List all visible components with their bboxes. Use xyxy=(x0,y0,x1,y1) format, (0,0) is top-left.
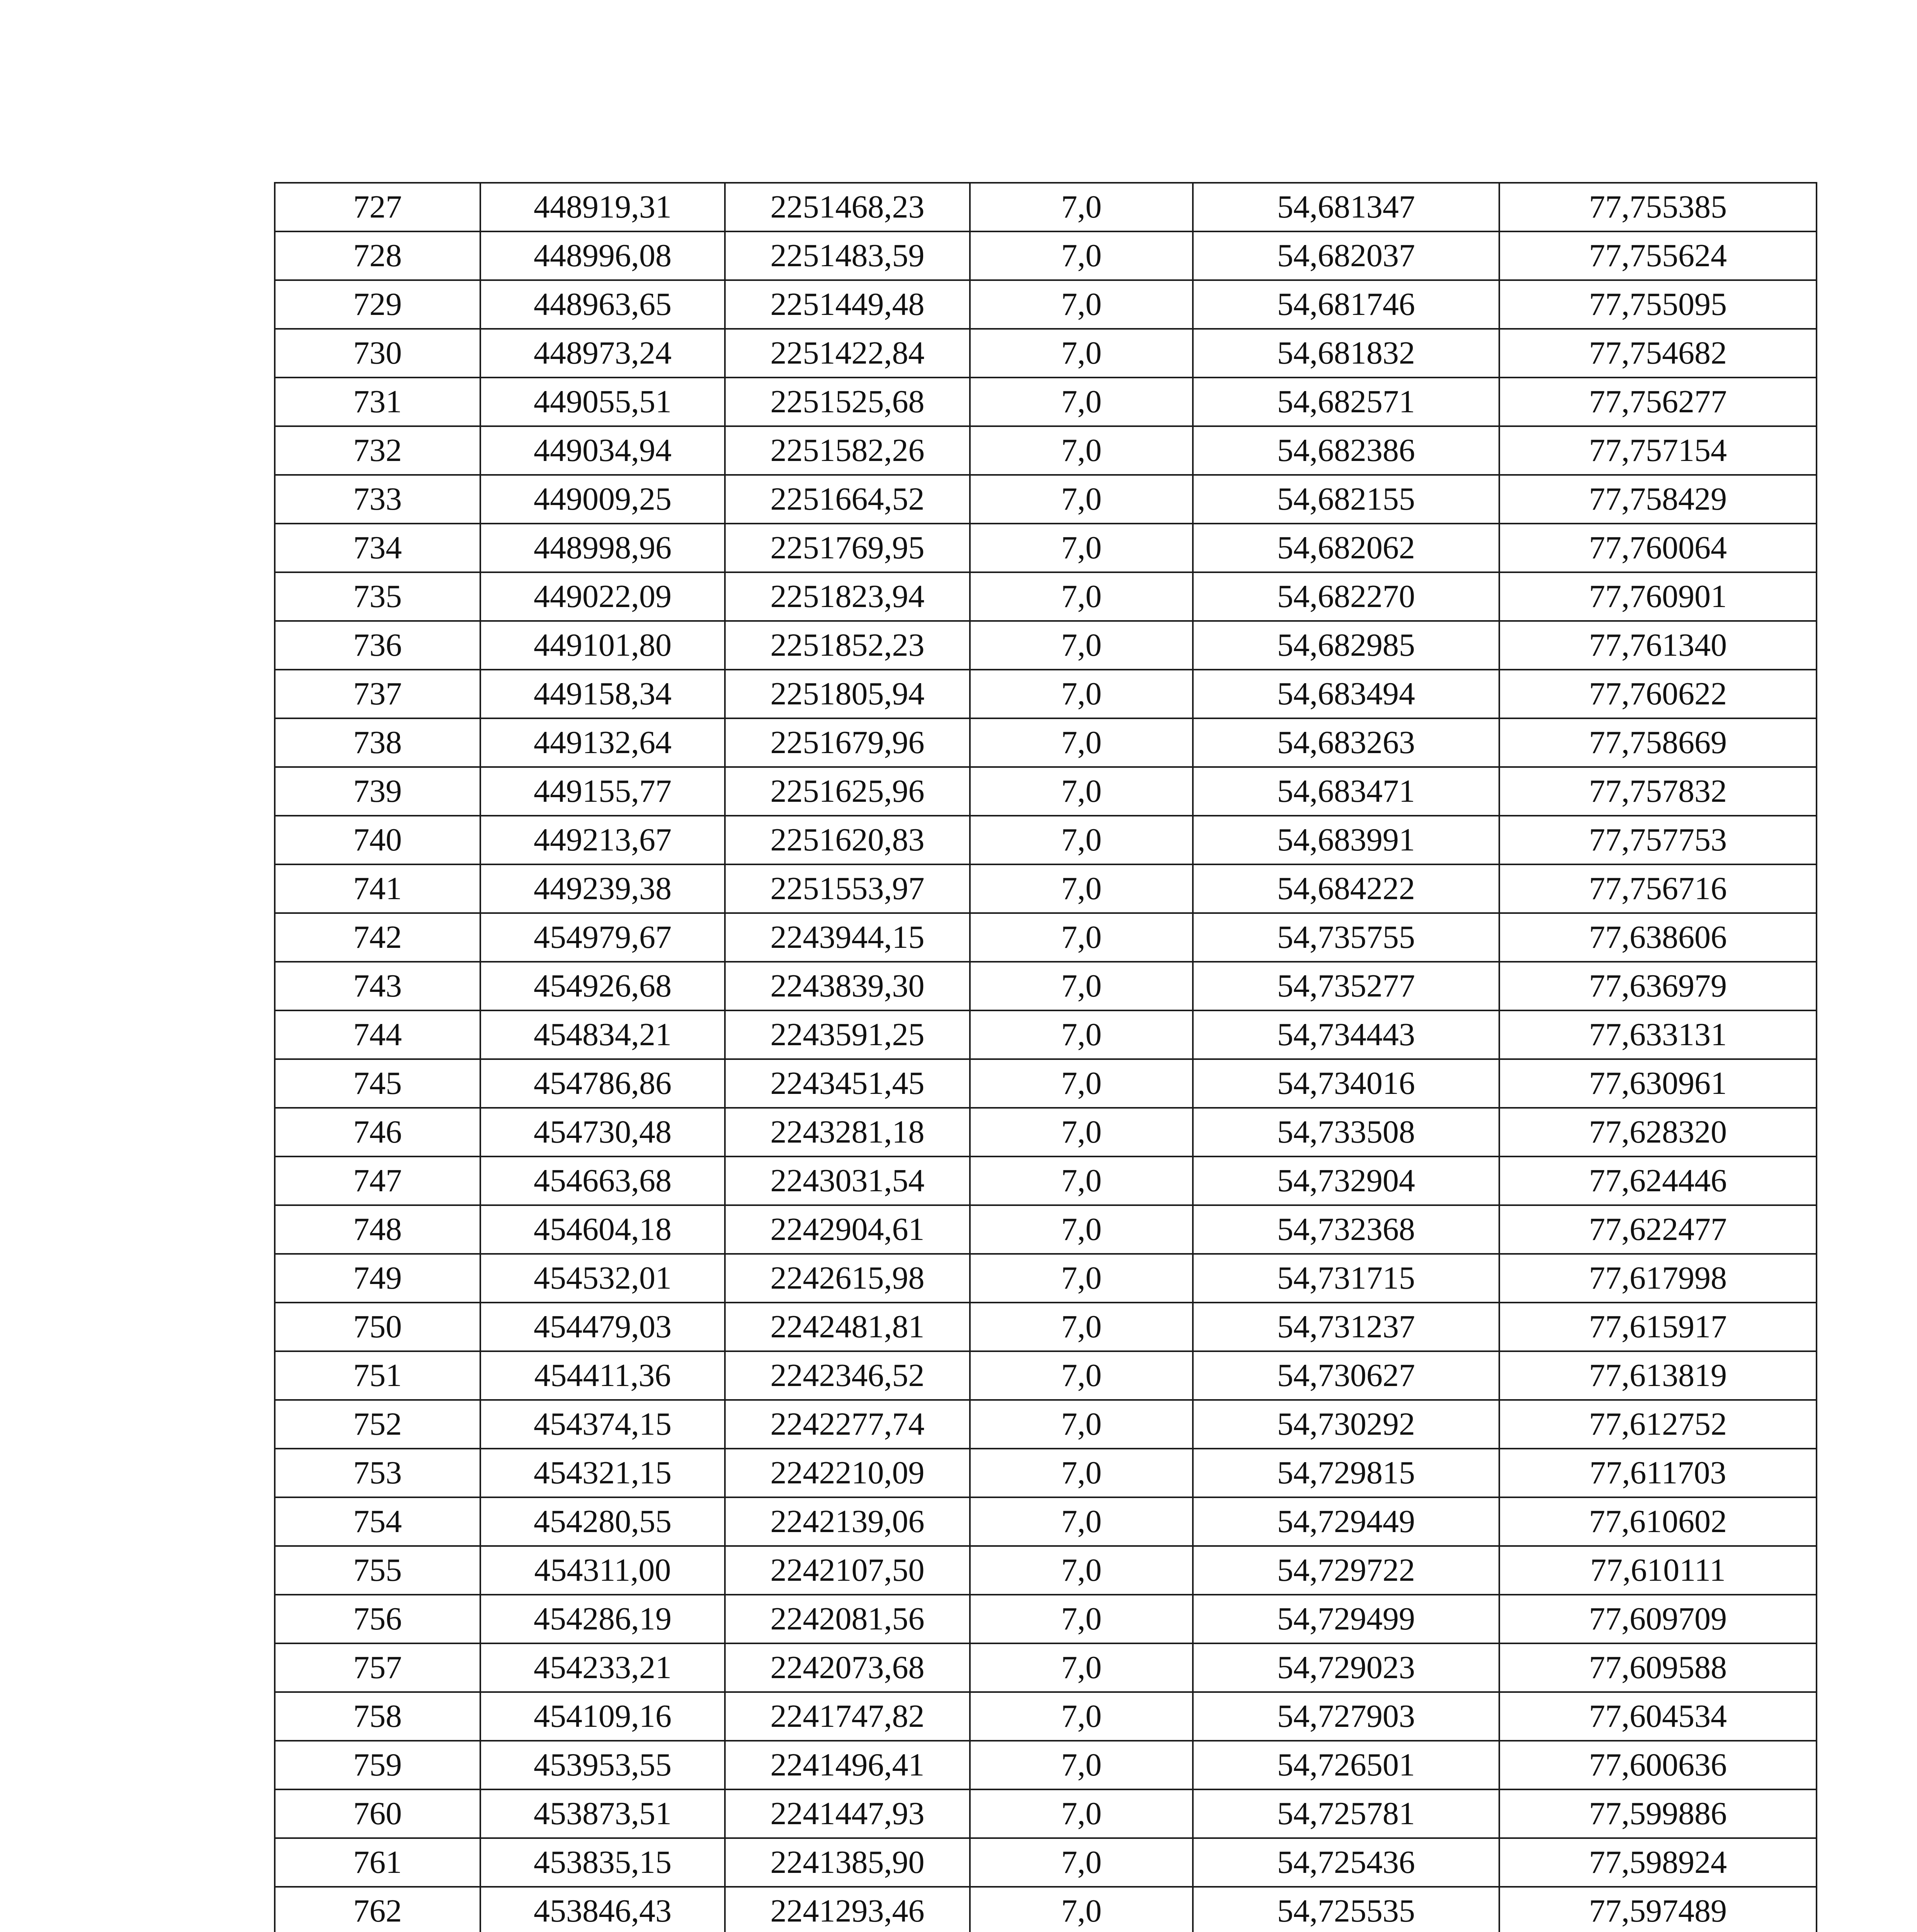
x-coordinate-cell: 454532,01 xyxy=(480,1254,725,1303)
latitude-cell: 54,725436 xyxy=(1193,1838,1499,1887)
point-number-cell: 733 xyxy=(275,475,480,524)
latitude-cell: 54,727903 xyxy=(1193,1692,1499,1741)
table-row xyxy=(275,1497,1817,1546)
point-number-cell: 728 xyxy=(275,231,480,280)
x-coordinate-cell: 448963,65 xyxy=(480,280,725,329)
y-coordinate-cell: 2242346,52 xyxy=(725,1351,970,1400)
longitude-cell: 77,758669 xyxy=(1499,718,1817,767)
point-number-cell: 761 xyxy=(275,1838,480,1887)
point-number-cell: 740 xyxy=(275,816,480,864)
y-coordinate-cell: 2241293,46 xyxy=(725,1887,970,1932)
table-row xyxy=(275,1789,1817,1838)
y-coordinate-cell: 2251679,96 xyxy=(725,718,970,767)
latitude-cell: 54,682062 xyxy=(1193,524,1499,572)
table-row xyxy=(275,524,1817,572)
error-cell: 7,0 xyxy=(970,1789,1193,1838)
longitude-cell: 77,755624 xyxy=(1499,231,1817,280)
point-number-cell: 734 xyxy=(275,524,480,572)
y-coordinate-cell: 2241496,41 xyxy=(725,1741,970,1789)
longitude-cell: 77,599886 xyxy=(1499,1789,1817,1838)
latitude-cell: 54,682155 xyxy=(1193,475,1499,524)
x-coordinate-cell: 454663,68 xyxy=(480,1156,725,1205)
x-coordinate-cell: 454604,18 xyxy=(480,1205,725,1254)
y-coordinate-cell: 2251852,23 xyxy=(725,621,970,670)
latitude-cell: 54,683494 xyxy=(1193,670,1499,718)
error-cell: 7,0 xyxy=(970,1595,1193,1643)
table-row xyxy=(275,1400,1817,1449)
y-coordinate-cell: 2243591,25 xyxy=(725,1010,970,1059)
longitude-cell: 77,755095 xyxy=(1499,280,1817,329)
latitude-cell: 54,682386 xyxy=(1193,426,1499,475)
latitude-cell: 54,730292 xyxy=(1193,1400,1499,1449)
error-cell: 7,0 xyxy=(970,1887,1193,1932)
x-coordinate-cell: 454926,68 xyxy=(480,962,725,1010)
table-row xyxy=(275,475,1817,524)
x-coordinate-cell: 454786,86 xyxy=(480,1059,725,1108)
longitude-cell: 77,597489 xyxy=(1499,1887,1817,1932)
y-coordinate-cell: 2251823,94 xyxy=(725,572,970,621)
table-row xyxy=(275,1059,1817,1108)
y-coordinate-cell: 2251805,94 xyxy=(725,670,970,718)
longitude-cell: 77,760622 xyxy=(1499,670,1817,718)
error-cell: 7,0 xyxy=(970,524,1193,572)
x-coordinate-cell: 448996,08 xyxy=(480,231,725,280)
x-coordinate-cell: 449158,34 xyxy=(480,670,725,718)
longitude-cell: 77,757753 xyxy=(1499,816,1817,864)
error-cell: 7,0 xyxy=(970,572,1193,621)
y-coordinate-cell: 2241385,90 xyxy=(725,1838,970,1887)
error-cell: 7,0 xyxy=(970,621,1193,670)
latitude-cell: 54,725781 xyxy=(1193,1789,1499,1838)
table-row xyxy=(275,231,1817,280)
y-coordinate-cell: 2242481,81 xyxy=(725,1303,970,1351)
x-coordinate-cell: 453953,55 xyxy=(480,1741,725,1789)
y-coordinate-cell: 2242107,50 xyxy=(725,1546,970,1595)
table-row xyxy=(275,1351,1817,1400)
x-coordinate-cell: 454321,15 xyxy=(480,1449,725,1497)
table-row xyxy=(275,621,1817,670)
x-coordinate-cell: 448919,31 xyxy=(480,183,725,231)
longitude-cell: 77,622477 xyxy=(1499,1205,1817,1254)
y-coordinate-cell: 2242073,68 xyxy=(725,1643,970,1692)
table-row xyxy=(275,183,1817,231)
x-coordinate-cell: 454411,36 xyxy=(480,1351,725,1400)
point-number-cell: 751 xyxy=(275,1351,480,1400)
point-number-cell: 736 xyxy=(275,621,480,670)
x-coordinate-cell: 454374,15 xyxy=(480,1400,725,1449)
longitude-cell: 77,613819 xyxy=(1499,1351,1817,1400)
error-cell: 7,0 xyxy=(970,1497,1193,1546)
x-coordinate-cell: 449055,51 xyxy=(480,378,725,426)
latitude-cell: 54,683263 xyxy=(1193,718,1499,767)
latitude-cell: 54,732368 xyxy=(1193,1205,1499,1254)
point-number-cell: 748 xyxy=(275,1205,480,1254)
y-coordinate-cell: 2251422,84 xyxy=(725,329,970,378)
table-row xyxy=(275,426,1817,475)
longitude-cell: 77,760901 xyxy=(1499,572,1817,621)
longitude-cell: 77,612752 xyxy=(1499,1400,1817,1449)
y-coordinate-cell: 2251625,96 xyxy=(725,767,970,816)
y-coordinate-cell: 2251525,68 xyxy=(725,378,970,426)
coordinates-table xyxy=(274,182,1817,1932)
latitude-cell: 54,682037 xyxy=(1193,231,1499,280)
longitude-cell: 77,760064 xyxy=(1499,524,1817,572)
x-coordinate-cell: 449155,77 xyxy=(480,767,725,816)
longitude-cell: 77,617998 xyxy=(1499,1254,1817,1303)
y-coordinate-cell: 2251769,95 xyxy=(725,524,970,572)
point-number-cell: 742 xyxy=(275,913,480,962)
x-coordinate-cell: 454286,19 xyxy=(480,1595,725,1643)
x-coordinate-cell: 454979,67 xyxy=(480,913,725,962)
table-row xyxy=(275,913,1817,962)
point-number-cell: 756 xyxy=(275,1595,480,1643)
point-number-cell: 739 xyxy=(275,767,480,816)
point-number-cell: 729 xyxy=(275,280,480,329)
point-number-cell: 752 xyxy=(275,1400,480,1449)
latitude-cell: 54,729815 xyxy=(1193,1449,1499,1497)
longitude-cell: 77,610602 xyxy=(1499,1497,1817,1546)
longitude-cell: 77,757154 xyxy=(1499,426,1817,475)
error-cell: 7,0 xyxy=(970,1692,1193,1741)
point-number-cell: 759 xyxy=(275,1741,480,1789)
latitude-cell: 54,729499 xyxy=(1193,1595,1499,1643)
x-coordinate-cell: 449101,80 xyxy=(480,621,725,670)
point-number-cell: 741 xyxy=(275,864,480,913)
point-number-cell: 745 xyxy=(275,1059,480,1108)
error-cell: 7,0 xyxy=(970,1449,1193,1497)
longitude-cell: 77,636979 xyxy=(1499,962,1817,1010)
longitude-cell: 77,761340 xyxy=(1499,621,1817,670)
latitude-cell: 54,735755 xyxy=(1193,913,1499,962)
x-coordinate-cell: 454280,55 xyxy=(480,1497,725,1546)
latitude-cell: 54,734443 xyxy=(1193,1010,1499,1059)
x-coordinate-cell: 454730,48 xyxy=(480,1108,725,1156)
longitude-cell: 77,624446 xyxy=(1499,1156,1817,1205)
longitude-cell: 77,630961 xyxy=(1499,1059,1817,1108)
table-row xyxy=(275,767,1817,816)
x-coordinate-cell: 454479,03 xyxy=(480,1303,725,1351)
point-number-cell: 747 xyxy=(275,1156,480,1205)
error-cell: 7,0 xyxy=(970,816,1193,864)
table-row xyxy=(275,864,1817,913)
x-coordinate-cell: 448998,96 xyxy=(480,524,725,572)
x-coordinate-cell: 454834,21 xyxy=(480,1010,725,1059)
table-row xyxy=(275,1887,1817,1932)
error-cell: 7,0 xyxy=(970,767,1193,816)
x-coordinate-cell: 453873,51 xyxy=(480,1789,725,1838)
point-number-cell: 732 xyxy=(275,426,480,475)
error-cell: 7,0 xyxy=(970,718,1193,767)
error-cell: 7,0 xyxy=(970,475,1193,524)
y-coordinate-cell: 2242904,61 xyxy=(725,1205,970,1254)
x-coordinate-cell: 453835,15 xyxy=(480,1838,725,1887)
error-cell: 7,0 xyxy=(970,1205,1193,1254)
error-cell: 7,0 xyxy=(970,1059,1193,1108)
longitude-cell: 77,615917 xyxy=(1499,1303,1817,1351)
x-coordinate-cell: 448973,24 xyxy=(480,329,725,378)
y-coordinate-cell: 2251553,97 xyxy=(725,864,970,913)
latitude-cell: 54,729722 xyxy=(1193,1546,1499,1595)
longitude-cell: 77,756716 xyxy=(1499,864,1817,913)
table-row xyxy=(275,280,1817,329)
longitude-cell: 77,757832 xyxy=(1499,767,1817,816)
error-cell: 7,0 xyxy=(970,183,1193,231)
error-cell: 7,0 xyxy=(970,1010,1193,1059)
y-coordinate-cell: 2243944,15 xyxy=(725,913,970,962)
latitude-cell: 54,681832 xyxy=(1193,329,1499,378)
x-coordinate-cell: 454109,16 xyxy=(480,1692,725,1741)
latitude-cell: 54,684222 xyxy=(1193,864,1499,913)
x-coordinate-cell: 449034,94 xyxy=(480,426,725,475)
table-row xyxy=(275,1595,1817,1643)
table-row xyxy=(275,1643,1817,1692)
latitude-cell: 54,681347 xyxy=(1193,183,1499,231)
longitude-cell: 77,756277 xyxy=(1499,378,1817,426)
x-coordinate-cell: 449213,67 xyxy=(480,816,725,864)
y-coordinate-cell: 2243839,30 xyxy=(725,962,970,1010)
longitude-cell: 77,754682 xyxy=(1499,329,1817,378)
y-coordinate-cell: 2242139,06 xyxy=(725,1497,970,1546)
y-coordinate-cell: 2243451,45 xyxy=(725,1059,970,1108)
latitude-cell: 54,682571 xyxy=(1193,378,1499,426)
error-cell: 7,0 xyxy=(970,280,1193,329)
error-cell: 7,0 xyxy=(970,670,1193,718)
x-coordinate-cell: 449132,64 xyxy=(480,718,725,767)
table-row xyxy=(275,1303,1817,1351)
table-row xyxy=(275,1205,1817,1254)
latitude-cell: 54,732904 xyxy=(1193,1156,1499,1205)
point-number-cell: 738 xyxy=(275,718,480,767)
point-number-cell: 757 xyxy=(275,1643,480,1692)
y-coordinate-cell: 2251664,52 xyxy=(725,475,970,524)
table-row xyxy=(275,1010,1817,1059)
point-number-cell: 753 xyxy=(275,1449,480,1497)
error-cell: 7,0 xyxy=(970,231,1193,280)
error-cell: 7,0 xyxy=(970,1741,1193,1789)
longitude-cell: 77,611703 xyxy=(1499,1449,1817,1497)
table-row xyxy=(275,1254,1817,1303)
error-cell: 7,0 xyxy=(970,1643,1193,1692)
table-row xyxy=(275,816,1817,864)
table-row xyxy=(275,670,1817,718)
point-number-cell: 758 xyxy=(275,1692,480,1741)
error-cell: 7,0 xyxy=(970,913,1193,962)
y-coordinate-cell: 2251449,48 xyxy=(725,280,970,329)
table-row xyxy=(275,1741,1817,1789)
latitude-cell: 54,725535 xyxy=(1193,1887,1499,1932)
point-number-cell: 746 xyxy=(275,1108,480,1156)
latitude-cell: 54,734016 xyxy=(1193,1059,1499,1108)
latitude-cell: 54,729449 xyxy=(1193,1497,1499,1546)
error-cell: 7,0 xyxy=(970,1108,1193,1156)
x-coordinate-cell: 453846,43 xyxy=(480,1887,725,1932)
error-cell: 7,0 xyxy=(970,1254,1193,1303)
table-row xyxy=(275,1546,1817,1595)
latitude-cell: 54,683471 xyxy=(1193,767,1499,816)
latitude-cell: 54,733508 xyxy=(1193,1108,1499,1156)
latitude-cell: 54,730627 xyxy=(1193,1351,1499,1400)
error-cell: 7,0 xyxy=(970,1303,1193,1351)
latitude-cell: 54,735277 xyxy=(1193,962,1499,1010)
y-coordinate-cell: 2241747,82 xyxy=(725,1692,970,1741)
point-number-cell: 731 xyxy=(275,378,480,426)
y-coordinate-cell: 2251582,26 xyxy=(725,426,970,475)
latitude-cell: 54,731237 xyxy=(1193,1303,1499,1351)
table-row xyxy=(275,329,1817,378)
point-number-cell: 760 xyxy=(275,1789,480,1838)
x-coordinate-cell: 454311,00 xyxy=(480,1546,725,1595)
point-number-cell: 755 xyxy=(275,1546,480,1595)
point-number-cell: 743 xyxy=(275,962,480,1010)
latitude-cell: 54,682270 xyxy=(1193,572,1499,621)
error-cell: 7,0 xyxy=(970,1351,1193,1400)
latitude-cell: 54,681746 xyxy=(1193,280,1499,329)
y-coordinate-cell: 2243031,54 xyxy=(725,1156,970,1205)
latitude-cell: 54,726501 xyxy=(1193,1741,1499,1789)
latitude-cell: 54,682985 xyxy=(1193,621,1499,670)
longitude-cell: 77,633131 xyxy=(1499,1010,1817,1059)
table-row xyxy=(275,572,1817,621)
longitude-cell: 77,609588 xyxy=(1499,1643,1817,1692)
point-number-cell: 744 xyxy=(275,1010,480,1059)
longitude-cell: 77,628320 xyxy=(1499,1108,1817,1156)
latitude-cell: 54,683991 xyxy=(1193,816,1499,864)
y-coordinate-cell: 2242210,09 xyxy=(725,1449,970,1497)
error-cell: 7,0 xyxy=(970,426,1193,475)
longitude-cell: 77,600636 xyxy=(1499,1741,1817,1789)
y-coordinate-cell: 2242615,98 xyxy=(725,1254,970,1303)
longitude-cell: 77,638606 xyxy=(1499,913,1817,962)
error-cell: 7,0 xyxy=(970,864,1193,913)
y-coordinate-cell: 2251483,59 xyxy=(725,231,970,280)
longitude-cell: 77,755385 xyxy=(1499,183,1817,231)
table-row xyxy=(275,1692,1817,1741)
y-coordinate-cell: 2243281,18 xyxy=(725,1108,970,1156)
error-cell: 7,0 xyxy=(970,1156,1193,1205)
table-row xyxy=(275,962,1817,1010)
y-coordinate-cell: 2251468,23 xyxy=(725,183,970,231)
point-number-cell: 754 xyxy=(275,1497,480,1546)
longitude-cell: 77,758429 xyxy=(1499,475,1817,524)
point-number-cell: 750 xyxy=(275,1303,480,1351)
table-row xyxy=(275,1156,1817,1205)
point-number-cell: 737 xyxy=(275,670,480,718)
x-coordinate-cell: 454233,21 xyxy=(480,1643,725,1692)
longitude-cell: 77,604534 xyxy=(1499,1692,1817,1741)
longitude-cell: 77,598924 xyxy=(1499,1838,1817,1887)
point-number-cell: 727 xyxy=(275,183,480,231)
x-coordinate-cell: 449239,38 xyxy=(480,864,725,913)
error-cell: 7,0 xyxy=(970,1400,1193,1449)
y-coordinate-cell: 2242277,74 xyxy=(725,1400,970,1449)
point-number-cell: 749 xyxy=(275,1254,480,1303)
table-body xyxy=(275,183,1817,1932)
table-row xyxy=(275,718,1817,767)
point-number-cell: 730 xyxy=(275,329,480,378)
error-cell: 7,0 xyxy=(970,962,1193,1010)
x-coordinate-cell: 449022,09 xyxy=(480,572,725,621)
y-coordinate-cell: 2242081,56 xyxy=(725,1595,970,1643)
table-row xyxy=(275,1108,1817,1156)
y-coordinate-cell: 2241447,93 xyxy=(725,1789,970,1838)
x-coordinate-cell: 449009,25 xyxy=(480,475,725,524)
error-cell: 7,0 xyxy=(970,378,1193,426)
error-cell: 7,0 xyxy=(970,329,1193,378)
table-row xyxy=(275,1838,1817,1887)
latitude-cell: 54,729023 xyxy=(1193,1643,1499,1692)
y-coordinate-cell: 2251620,83 xyxy=(725,816,970,864)
point-number-cell: 762 xyxy=(275,1887,480,1932)
latitude-cell: 54,731715 xyxy=(1193,1254,1499,1303)
table-row xyxy=(275,1449,1817,1497)
table-row xyxy=(275,378,1817,426)
longitude-cell: 77,609709 xyxy=(1499,1595,1817,1643)
error-cell: 7,0 xyxy=(970,1838,1193,1887)
error-cell: 7,0 xyxy=(970,1546,1193,1595)
longitude-cell: 77,610111 xyxy=(1499,1546,1817,1595)
point-number-cell: 735 xyxy=(275,572,480,621)
